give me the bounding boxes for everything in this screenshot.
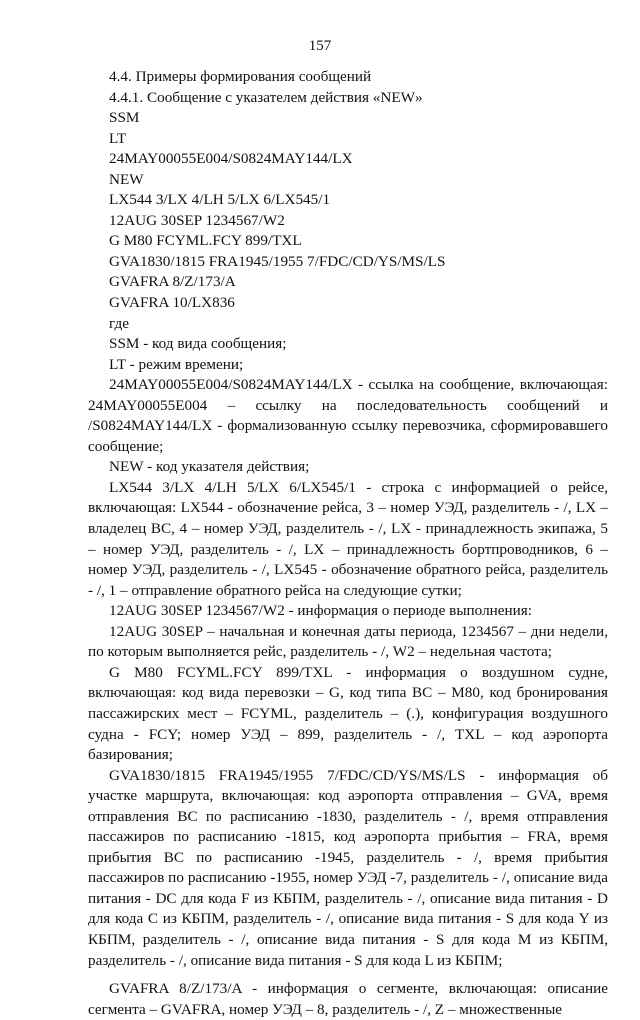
page-content [88,67,608,1020]
subsection-heading: 4.4.1. Сообщение с указателем действия «NEW» [109,88,423,106]
message-line: 24MAY00055E004/S0824MAY144/LX [109,150,353,168]
explanation-paragraph: GVAFRA 8/Z/173/A - информация о сегменте, включающая: описание сегмента – GVAFRA, номер УЭД – 8, разделитель - /, Z – множественные [88,980,608,1018]
explanation-paragraph: 24MAY00055E004/S0824MAY144/LX - ссылка на сообщение, включающая: 24MAY00055E004 – ссылку на последовательность сообщений и /S0824MAY144/LX - формализованную ссылку перевозчика, сформировавшего сообщение; [88,376,608,455]
explanation-paragraph: GVA1830/1815 FRA1945/1955 7/FDC/CD/YS/MS/LS - информация об участке маршрута, включающая: код аэропорта отправления – GVA, время отправления ВС по расписанию -1830, разделитель - /, время отправления пассажиров по расписанию -1815, код аэропорта прибытия – FRA, время прибытия ВС по расписанию -1945, разделитель - /, время прибытия пассажиров по расписанию -1955, номер УЭД -7, разделитель - /, описание вида питания - DC для кода F из КБПМ, разделитель - /, описание вида питания - D для кода C из КБПМ, разделитель - /, описание вида питания - S для кода Y из КБПМ, разделитель - /, описание вида питания - S для кода M из КБПМ, разделитель - /, описание вида питания - S для кода L из КБПМ; [88,766,608,969]
section-heading: 4.4. Примеры формирования сообщений [109,68,372,85]
explanation-paragraph: NEW - код указателя действия; [109,458,310,476]
message-line: LX544 3/LX 4/LH 5/LX 6/LX545/1 [109,191,331,209]
message-line: GVA1830/1815 FRA1945/1955 7/FDC/CD/YS/MS/LS [109,252,446,270]
explanation-line: LT - режим времени; [109,355,244,373]
where-label: где [109,314,129,332]
message-line: GVAFRA 8/Z/173/A [109,273,236,291]
explanation-line: SSM - код вида сообщения; [109,335,287,353]
message-example [88,108,608,313]
paragraph-gap [88,971,608,979]
explanation-paragraph: 12AUG 30SEP – начальная и конечная даты периода, 1234567 – дни недели, по которым выполняется рейс, разделитель - /, W2 – недельная частота; [88,622,608,661]
message-line: LT [109,129,127,147]
message-line: SSM [109,109,140,127]
message-line: NEW [109,170,144,188]
message-line: GVAFRA 10/LX836 [109,294,235,312]
explanation-paragraph: G M80 FCYML.FCY 899/TXL - информация о воздушном судне, включающая: код вида перевозки – G, код типа ВС – M80, код бронирования пассажирских мест – FCYML, разделитель – (.), конфигурация воздушного судна - FCY; номер УЭД – 899, разделитель - /, TXL – код аэропорта базирования; [88,663,608,764]
message-line: 12AUG 30SEP 1234567/W2 [109,211,285,229]
page-number: 157 [308,38,332,54]
message-line: G M80 FCYML.FCY 899/TXL [109,232,302,250]
explanation-paragraph: 12AUG 30SEP 1234567/W2 - информация о периоде выполнения: [109,602,532,620]
explanation-paragraph: LX544 3/LX 4/LH 5/LX 6/LX545/1 - строка с информацией о рейсе, включающая: LX544 - обозначение рейса, 3 – номер УЭД, разделитель - /, LX – владелец ВС, 4 – номер УЭД, разделитель - /, LX - принадлежность экипажа, 5 – номер УЭД, разделитель - /, LX – принадлежность бортпроводников, 6 – номер УЭД, разделитель - /, LX545 - обозначение обратного рейса, разделитель - /, 1 – отправление обратного рейса на следующие сутки; [88,478,608,599]
